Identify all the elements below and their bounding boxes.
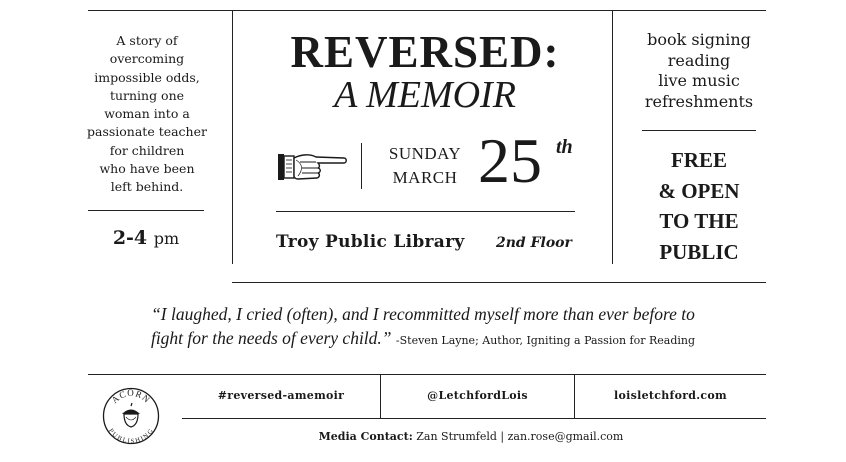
event-date-suffix: th — [556, 136, 573, 158]
logo-bottom-text: PUBLISHING — [107, 427, 155, 445]
description-line: turning one — [109, 87, 185, 103]
activities-list — [626, 30, 772, 112]
quote-line: fight for the needs of every child.” — [150, 328, 392, 348]
acorn-publishing-logo — [102, 387, 160, 445]
description-line: passionate teacher — [86, 124, 207, 140]
book-subtitle: A MEMOIR — [334, 74, 516, 116]
date-separator — [361, 143, 362, 189]
media-contact-label: Media Contact: — [318, 430, 413, 443]
activity-item: book signing — [647, 30, 751, 49]
book-description — [84, 32, 210, 197]
event-time-value: 2-4 — [112, 227, 148, 249]
social-handle-link[interactable]: @LetchfordLois — [427, 389, 528, 402]
description-line: A story of — [116, 33, 178, 48]
pointing-hand-icon — [276, 148, 348, 186]
event-time-unit: pm — [153, 229, 180, 248]
activity-item: live music — [658, 71, 740, 90]
media-contact-value: Zan Strumfeld | zan.rose@gmail.com — [416, 430, 624, 443]
media-contact — [182, 430, 760, 443]
description-line: woman into a — [104, 106, 190, 122]
free-line: & OPEN — [658, 178, 740, 203]
free-line: TO THE — [659, 209, 739, 233]
right-column-divider — [612, 10, 613, 264]
free-admission — [626, 145, 772, 267]
hashtag-link[interactable]: #reversed-amemoir — [217, 389, 345, 402]
free-line: PUBLIC — [659, 239, 739, 264]
event-month: MARCH — [392, 168, 458, 187]
description-line: for children — [109, 142, 185, 158]
event-date: 25 — [478, 125, 542, 196]
footer-top-rule — [88, 374, 766, 375]
description-line: left behind. — [110, 179, 184, 195]
activity-item: reading — [667, 50, 731, 70]
testimonial-quote — [60, 302, 786, 353]
book-title: REVERSED: — [290, 27, 560, 77]
left-time-rule — [88, 210, 204, 211]
venue-floor: 2nd Floor — [496, 235, 572, 251]
free-line: FREE — [670, 148, 727, 172]
event-day: SUNDAY — [388, 144, 462, 163]
quote-line: “I laughed, I cried (often), and I recommitted myself more than ever before to — [151, 304, 695, 324]
event-time — [88, 227, 204, 249]
description-line: who have been — [99, 161, 195, 177]
logo-top-text: ACORN — [109, 388, 153, 406]
event-day-month — [380, 142, 470, 190]
left-column-divider — [232, 10, 233, 264]
description-line: overcoming — [109, 51, 185, 67]
quote-attribution: -Steven Layne; Author, Igniting a Passion for Reading — [395, 334, 696, 347]
venue-rule — [276, 211, 575, 212]
website-link[interactable]: loisletchford.com — [614, 389, 727, 402]
activity-item: refreshments — [644, 91, 754, 111]
right-rule — [642, 130, 756, 131]
venue-name: Troy Public Library — [276, 232, 465, 252]
description-line: impossible odds, — [94, 69, 200, 85]
footer-inner-rule — [182, 418, 766, 419]
middle-rule — [232, 282, 766, 283]
top-rule — [88, 10, 766, 11]
